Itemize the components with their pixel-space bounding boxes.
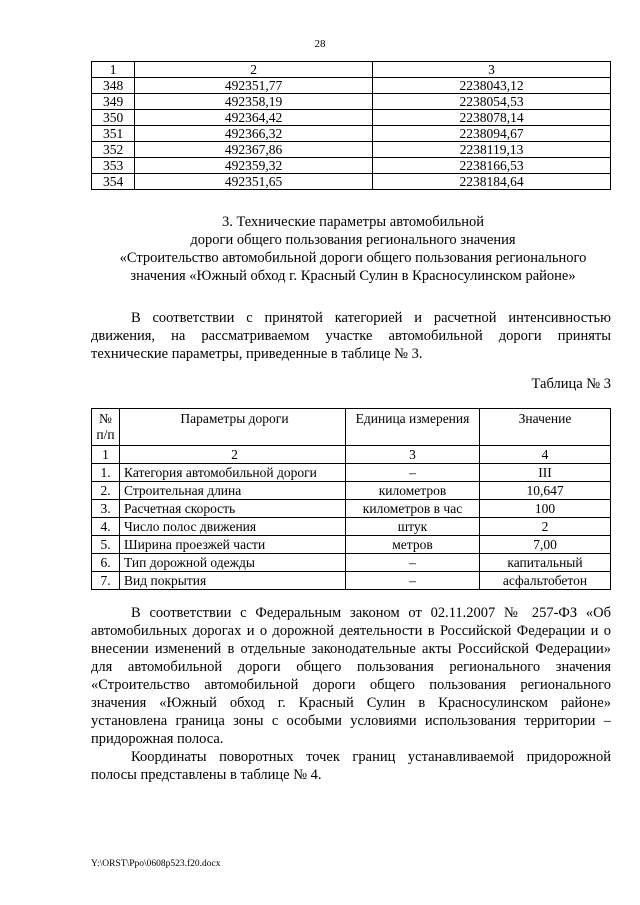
x-coordinate-cell: 492366,32 <box>135 126 373 142</box>
table-row <box>92 94 611 110</box>
point-number-cell: 354 <box>92 174 135 190</box>
header-param-cell: Параметры дороги <box>120 409 346 446</box>
x-coordinate-cell: 492364,42 <box>135 110 373 126</box>
header-unit-cell: Единица измерения <box>346 409 480 446</box>
parameter-cell: Ширина проезжей части <box>120 536 346 554</box>
header-num-cell: № п/п <box>92 409 120 446</box>
value-cell: капитальный <box>480 554 611 572</box>
parameter-cell: Категория автомобильной дороги <box>120 464 346 482</box>
parameter-cell: Расчетная скорость <box>120 500 346 518</box>
column-number-cell: 3 <box>346 446 480 464</box>
table-header-cell: 3 <box>373 62 611 78</box>
table-row <box>92 142 611 158</box>
value-cell: 7,00 <box>480 536 611 554</box>
y-coordinate-cell: 2238119,13 <box>373 142 611 158</box>
table-row <box>92 78 611 94</box>
row-number-cell: 2. <box>92 482 120 500</box>
table-header-cell: 2 <box>135 62 373 78</box>
y-coordinate-cell: 2238054,53 <box>373 94 611 110</box>
unit-cell: километров <box>346 482 480 500</box>
legal-paragraph: В соответствии с Федеральным законом от 02.11.2007 № 257-ФЗ «Об автомобильных дорогах и о дорожной деятельности в Российской Федерации и о внесении изменений в отдельные законодательные акты Российской Федерации» для автомобильной дороги общего пользования регионального значения «Строительство автомобильной дороги общего пользования регионального значения «Южный обход г. Красный Сулин в Красносулинском районе» установлена граница зоны с особыми условиями использования территории – придорожная полоса. <box>91 605 611 747</box>
table-row <box>92 482 611 500</box>
page-number: 28 <box>314 38 326 50</box>
unit-cell: – <box>346 554 480 572</box>
table-row <box>92 174 611 190</box>
column-number-row <box>92 446 611 464</box>
intro-paragraph: В соответствии с принятой категорией и расчетной интенсивностью движения, на рассматриваемом участке автомобильной дороги приняты технические параметры, приведенные в таблице № 3. <box>91 310 611 362</box>
section-title <box>95 213 611 285</box>
y-coordinate-cell: 2238184,64 <box>373 174 611 190</box>
table-caption: Таблица № 3 <box>531 376 611 392</box>
x-coordinate-cell: 492359,32 <box>135 158 373 174</box>
column-number-cell: 1 <box>92 446 120 464</box>
table-header-cell: 1 <box>92 62 135 78</box>
table-row <box>92 536 611 554</box>
unit-cell: штук <box>346 518 480 536</box>
value-cell: 2 <box>480 518 611 536</box>
table-header-row <box>92 409 611 446</box>
parameter-cell: Вид покрытия <box>120 572 346 590</box>
x-coordinate-cell: 492351,65 <box>135 174 373 190</box>
point-number-cell: 351 <box>92 126 135 142</box>
row-number-cell: 7. <box>92 572 120 590</box>
table-row <box>92 110 611 126</box>
value-cell: III <box>480 464 611 482</box>
unit-cell: – <box>346 572 480 590</box>
table-row <box>92 158 611 174</box>
value-cell: 10,647 <box>480 482 611 500</box>
table-row <box>92 500 611 518</box>
x-coordinate-cell: 492351,77 <box>135 78 373 94</box>
table-row <box>92 554 611 572</box>
point-number-cell: 352 <box>92 142 135 158</box>
point-number-cell: 350 <box>92 110 135 126</box>
table-row <box>92 572 611 590</box>
unit-cell: километров в час <box>346 500 480 518</box>
coordinates-paragraph: Координаты поворотных точек границ устанавливаемой придорожной полосы представлены в таблице № 4. <box>91 749 611 783</box>
point-number-cell: 348 <box>92 78 135 94</box>
column-number-cell: 4 <box>480 446 611 464</box>
column-number-cell: 2 <box>120 446 346 464</box>
y-coordinate-cell: 2238094,67 <box>373 126 611 142</box>
parameter-cell: Тип дорожной одежды <box>120 554 346 572</box>
y-coordinate-cell: 2238043,12 <box>373 78 611 94</box>
section-title-line: дороги общего пользования регионального значения <box>190 232 516 248</box>
value-cell: асфальтобетон <box>480 572 611 590</box>
x-coordinate-cell: 492358,19 <box>135 94 373 110</box>
table-row <box>92 518 611 536</box>
y-coordinate-cell: 2238078,14 <box>373 110 611 126</box>
unit-cell: метров <box>346 536 480 554</box>
table-row <box>92 464 611 482</box>
section-title-line: 3. Технические параметры автомобильной <box>221 214 485 230</box>
value-cell: 100 <box>480 500 611 518</box>
section-title-line: значения «Южный обход г. Красный Сулин в Красносулинском районе» <box>130 268 576 284</box>
section-title-line: «Строительство автомобильной дороги общего пользования регионального <box>119 250 587 266</box>
row-number-cell: 4. <box>92 518 120 536</box>
point-number-cell: 353 <box>92 158 135 174</box>
row-number-cell: 5. <box>92 536 120 554</box>
row-number-cell: 3. <box>92 500 120 518</box>
coordinates-table <box>91 61 611 190</box>
parameter-cell: Строительная длина <box>120 482 346 500</box>
point-number-cell: 349 <box>92 94 135 110</box>
x-coordinate-cell: 492367,86 <box>135 142 373 158</box>
unit-cell: – <box>346 464 480 482</box>
y-coordinate-cell: 2238166,53 <box>373 158 611 174</box>
file-path-footer: Y:\ORST\Ppo\0608p523.f20.docx <box>91 859 221 869</box>
parameter-cell: Число полос движения <box>120 518 346 536</box>
row-number-cell: 1. <box>92 464 120 482</box>
table-header-row <box>92 62 611 78</box>
road-parameters-table <box>91 408 611 590</box>
header-value-cell: Значение <box>480 409 611 446</box>
row-number-cell: 6. <box>92 554 120 572</box>
table-row <box>92 126 611 142</box>
